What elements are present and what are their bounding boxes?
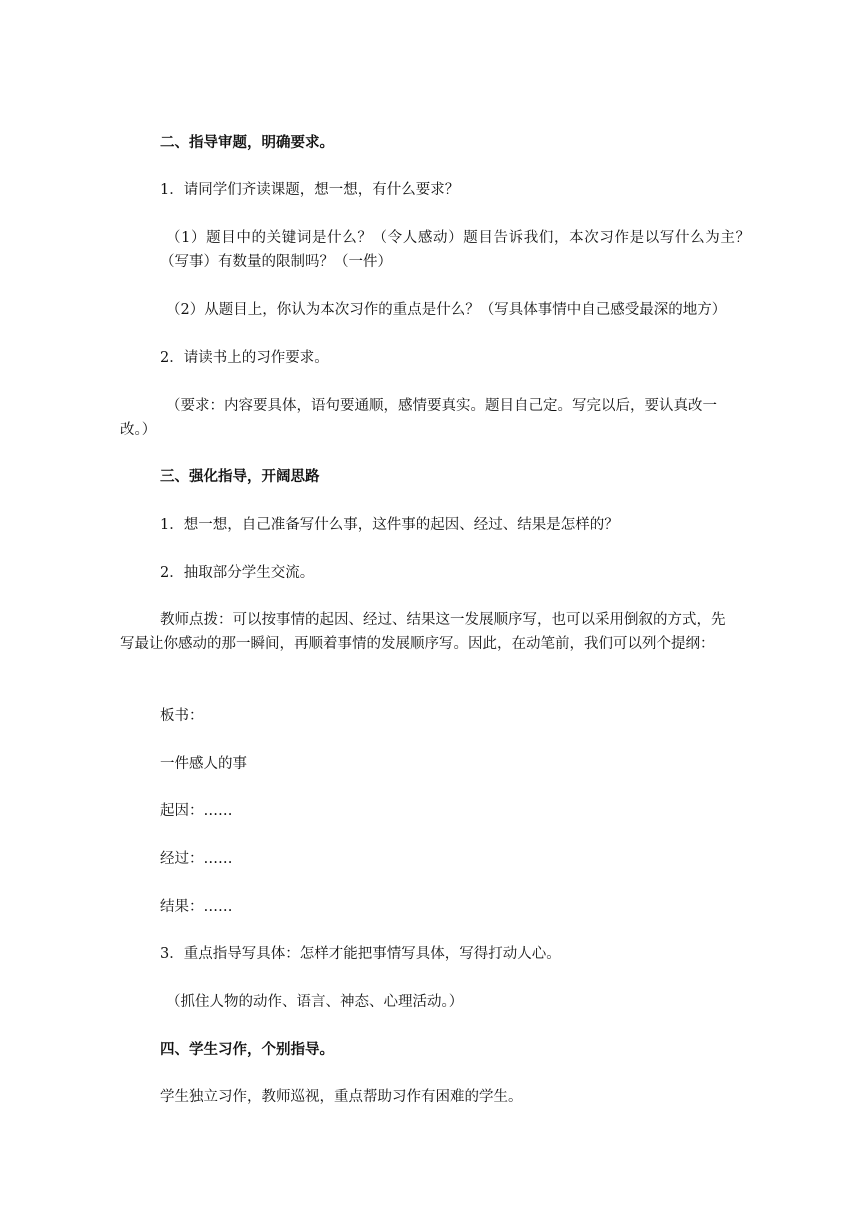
- paragraph-focus-question: （2）从题目上，你认为本次习作的重点是什么？（写具体事情中自己感受最深的地方）: [166, 302, 727, 318]
- paragraph-read-requirements: 2．请读书上的习作要求。: [160, 350, 329, 366]
- board-title: 一件感人的事: [160, 756, 247, 772]
- board-label: 板书：: [160, 708, 204, 724]
- paragraph-keyword-question: [160, 226, 750, 274]
- board-cause: 起因：……: [160, 803, 233, 819]
- section-heading-2: 二、指导审题，明确要求。: [160, 134, 334, 151]
- paragraph-independent-writing: 学生独立习作，教师巡视，重点帮助习作有困难的学生。: [160, 1089, 523, 1105]
- paragraph-teacher-tips: [120, 608, 736, 656]
- paragraph-read-title: 1．请同学们齐读课题，想一想，有什么要求？: [160, 182, 460, 198]
- paragraph-character-details: （抓住人物的动作、语言、神态、心理活动。）: [166, 994, 464, 1010]
- section-heading-4: 四、学生习作，个别指导。: [160, 1041, 334, 1058]
- paragraph-think-story: 1．想一想，自己准备写什么事，这件事的起因、经过、结果是怎样的？: [160, 517, 619, 533]
- board-result: 结果：……: [160, 899, 233, 915]
- paragraph-keyword-question-text: （1）题目中的关键词是什么？（令人感动）题目告诉我们，本次习作是以写什么为主？（写事）有数量的限制吗？（一件）: [160, 230, 750, 270]
- paragraph-student-share: 2．抽取部分学生交流。: [160, 565, 315, 581]
- section-heading-3: 三、强化指导，开阔思路: [160, 468, 320, 485]
- paragraph-requirements-detail: [120, 394, 736, 442]
- paragraph-requirements-detail-text: （要求：内容要具体，语句要通顺，感情要真实。题目自己定。写完以后，要认真改一改。）: [120, 398, 717, 438]
- paragraph-teacher-tips-text: 教师点拨：可以按事情的起因、经过、结果这一发展顺序写，也可以采用倒叙的方式，先写最让你感动的那一瞬间，再顺着事情的发展顺序写。因此，在动笔前，我们可以列个提纲：: [120, 612, 726, 652]
- board-process: 经过：……: [160, 851, 233, 867]
- paragraph-write-specific: 3．重点指导写具体：怎样才能把事情写具体，写得打动人心。: [160, 946, 561, 962]
